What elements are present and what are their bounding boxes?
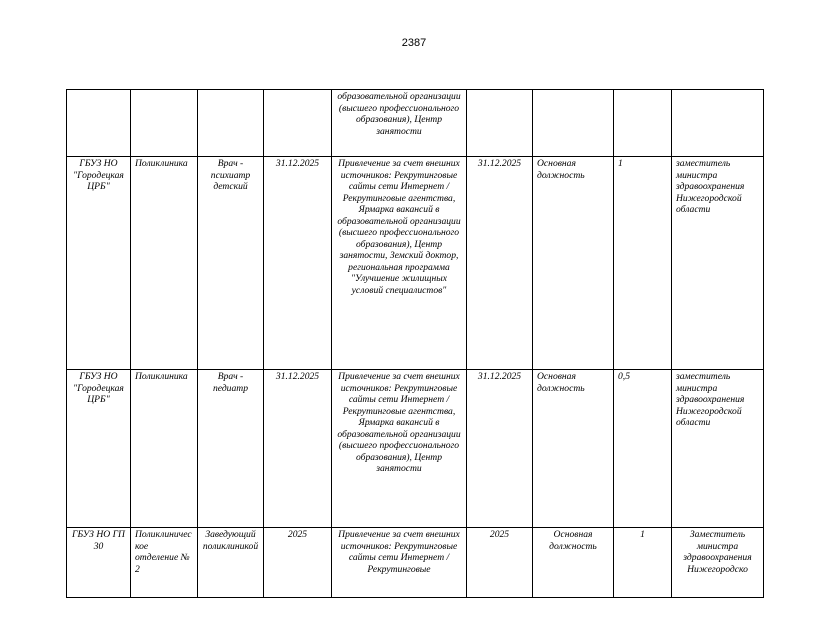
dept-cell: Поликлиника [131,370,198,528]
rate-cell: 1 [614,528,672,598]
type-cell: Основная должность [533,370,614,528]
rate-cell [614,90,672,157]
staffing-plan-table [66,89,764,598]
page-number: 2387 [401,37,427,49]
date-cell [264,90,332,157]
dept-cell [131,90,198,157]
date2-cell: 31.12.2025 [467,157,533,370]
date2-cell: 31.12.2025 [467,370,533,528]
date-cell: 31.12.2025 [264,157,332,370]
position-cell: Врач - психиатр детский [198,157,264,370]
type-cell: Основная должность [533,157,614,370]
table-row [67,90,764,157]
date2-cell [467,90,533,157]
org-cell: ГБУЗ НО ГП 30 [67,528,131,598]
position-cell [198,90,264,157]
position-cell: Врач - педиатр [198,370,264,528]
org-cell [67,90,131,157]
responsible-cell: заместитель министра здравоохранения Нижегородской области [672,370,764,528]
dept-cell: Поликлиническое отделение № 2 [131,528,198,598]
position-cell: Заведующий поликлиникой [198,528,264,598]
type-cell [533,90,614,157]
sources-cell: Привлечение за счет внешних источников: Рекрутинговые сайты сети Интернет / Рекрутинговые агентства, Ярмарка вакансий в образовательной организации (высшего профессионального образования), Центр занятости, Земский доктор, региональная программа "Улучшение жилищных условий специалистов" [332,157,467,370]
org-cell: ГБУЗ НО "Городецкая ЦРБ" [67,157,131,370]
dept-cell: Поликлиника [131,157,198,370]
table-row [67,370,764,528]
responsible-cell [672,90,764,157]
date-cell: 2025 [264,528,332,598]
responsible-cell: Заместитель министра здравоохранения Нижегородско [672,528,764,598]
table-row [67,157,764,370]
org-cell: ГБУЗ НО "Городецкая ЦРБ" [67,370,131,528]
type-cell: Основная должность [533,528,614,598]
sources-cell: Привлечение за счет внешних источников: Рекрутинговые сайты сети Интернет / Рекрутинговые агентства, Ярмарка вакансий в образовательной организации (высшего профессионального образования), Центр занятости [332,370,467,528]
rate-cell: 0,5 [614,370,672,528]
responsible-cell: заместитель министра здравоохранения Нижегородской области [672,157,764,370]
rate-cell: 1 [614,157,672,370]
sources-cell: образовательной организации (высшего профессионального образования), Центр занятости [332,90,467,157]
table-row [67,528,764,598]
date-cell: 31.12.2025 [264,370,332,528]
date2-cell: 2025 [467,528,533,598]
sources-cell: Привлечение за счет внешних источников: Рекрутинговые сайты сети Интернет / Рекрутинговые [332,528,467,598]
